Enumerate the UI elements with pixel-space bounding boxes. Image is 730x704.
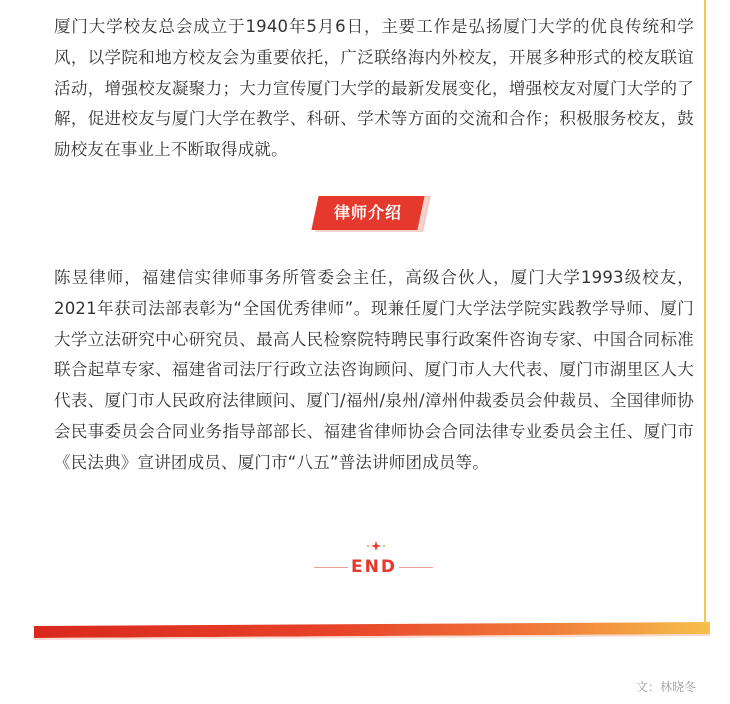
right-decorative-rule (704, 0, 706, 636)
author-credit: 文：林晓冬 (636, 680, 697, 694)
end-label: END (351, 557, 397, 577)
lawyer-introduction: 陈昱律师，福建信实律师事务所管委会主任，高级合伙人，厦门大学1993级校友，2021年获司法部表彰为“全国优秀律师”。现兼任厦门大学法学院实践教学导师、厦门大学立法研究中心研究员、最高人民检察院特聘民事行政案件咨询专家、中国合同标准联合起草专家、福建省司法厅行政立法咨询顾问、厦门市人大代表、厦门市湖里区人大代表、厦门市人民政府法律顾问、厦门/福州/泉州/漳州仲裁委员会仲裁员、全国律师协会民事委员会合同业务指导部部长、福建省律师协会合同法律专业委员会主任、厦门市《民法典》宣讲团成员、厦门市“八五”普法讲师团成员等。 (54, 268, 694, 472)
end-divider-left (314, 567, 348, 568)
end-marker (300, 540, 440, 580)
section-title: 律师介绍 (333, 203, 402, 222)
end-divider-right (399, 567, 433, 568)
bottom-ribbon-banner (34, 622, 710, 640)
sparkle-icon (364, 540, 388, 552)
alumni-association-intro: 厦门大学校友总会成立于1940年5月6日，主要工作是弘扬厦门大学的优良传统和学风，以学院和地方校友会为重要依托，广泛联络海内外校友，开展多种形式的校友联谊活动，增强校友凝聚力；大力宣传厦门大学的最新发展变化，增强校友对厦门大学的了解，促进校友与厦门大学在教学、科研、学术等方面的交流和合作；积极服务校友，鼓励校友在事业上不断取得成就。 (54, 17, 694, 160)
section-title-badge (315, 196, 431, 232)
